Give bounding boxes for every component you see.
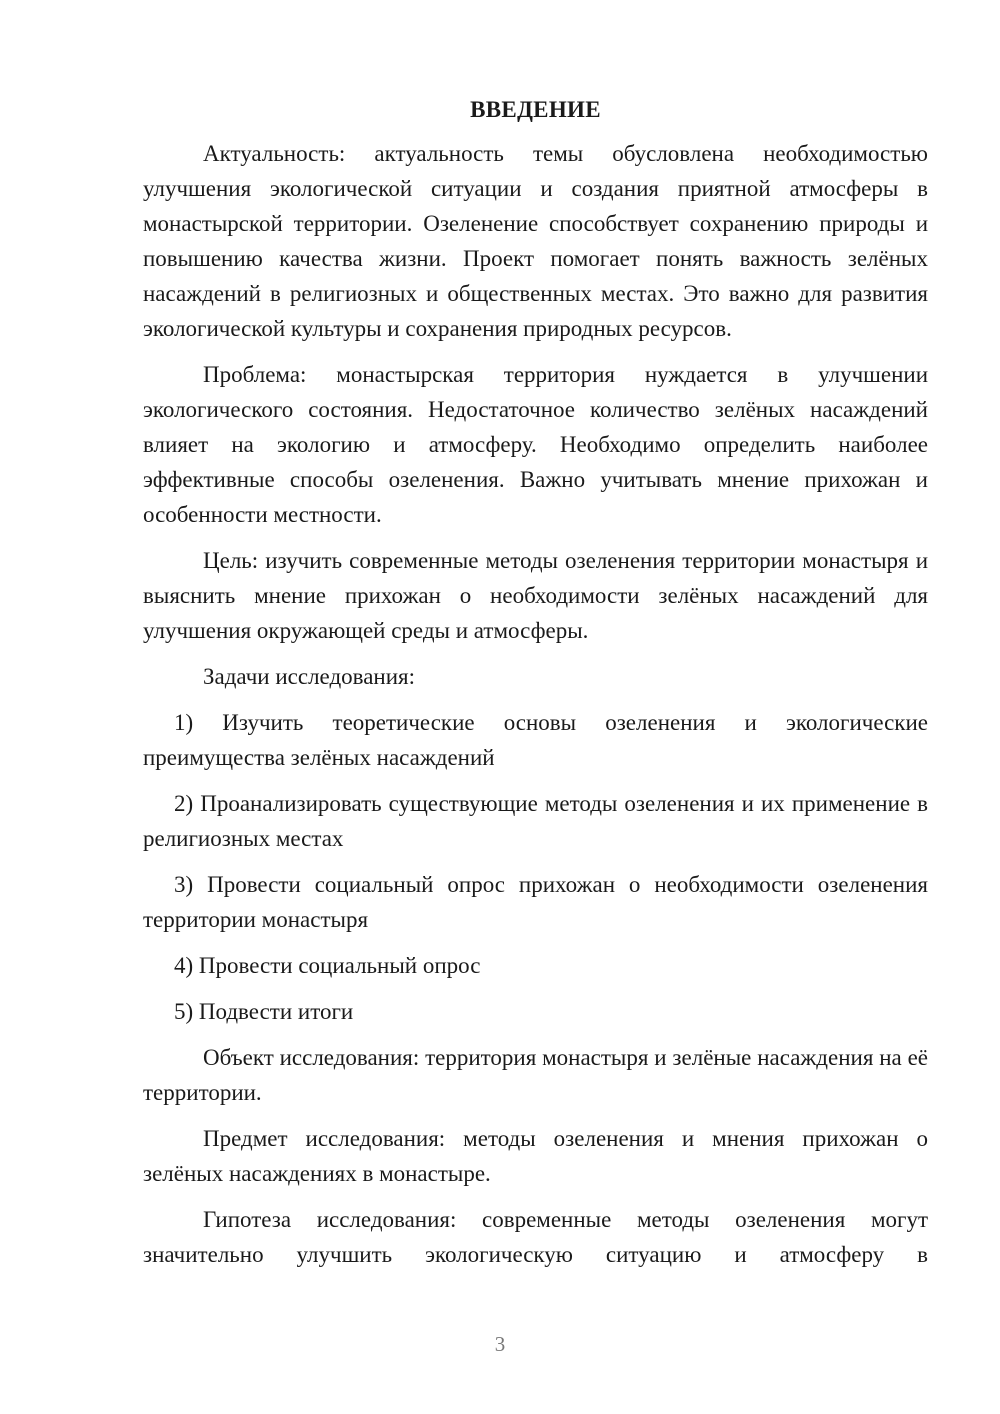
problem-paragraph: Проблема: монастырская территория нуждается в улучшении экологического состояния. Недостаточное количество зелёных насаждений влияет на экологию и атмосферу. Необходимо определить наиболее эффективные способы озеленения. Важно учитывать мнение прихожан и особенности местности. — [143, 362, 928, 527]
tasks-heading: Задачи исследования: — [203, 664, 416, 689]
page-number: 3 — [494, 1332, 506, 1356]
relevance-paragraph: Актуальность: актуальность темы обусловлена необходимостью улучшения экологической ситуации и создания приятной атмосферы в монастырской территории. Озеленение способствует сохранению природы и повышению качества жизни. Проект помогает понять важность зелёных насаждений в религиозных и общественных местах. Это важно для развития экологической культуры и сохранения природных ресурсов. — [143, 141, 928, 341]
subject-paragraph: Предмет исследования: методы озеленения и мнения прихожан о зелёных насаждениях в монастыре. — [143, 1126, 928, 1186]
hypothesis-paragraph: Гипотеза исследования: современные методы озеленения могут значительно улучшить экологическую ситуацию и атмосферу в — [143, 1207, 928, 1267]
goal-paragraph: Цель: изучить современные методы озеленения территории монастыря и выяснить мнение прихожан о необходимости зелёных насаждений для улучшения окружающей среды и атмосферы. — [143, 548, 928, 643]
task-item-1: 1) Изучить теоретические основы озеленения и экологические преимущества зелёных насаждений — [143, 710, 928, 770]
section-title: ВВЕДЕНИЕ — [470, 97, 601, 122]
document-page — [143, 92, 928, 1283]
task-item-3: 3) Провести социальный опрос прихожан о необходимости озеленения территории монастыря — [143, 872, 928, 932]
object-paragraph: Объект исследования: территория монастыря и зелёные насаждения на её территории. — [143, 1045, 928, 1105]
task-item-4: 4) Провести социальный опрос — [174, 953, 481, 978]
task-item-5: 5) Подвести итоги — [174, 999, 354, 1024]
task-item-2: 2) Проанализировать существующие методы озеленения и их применение в религиозных местах — [143, 791, 928, 851]
